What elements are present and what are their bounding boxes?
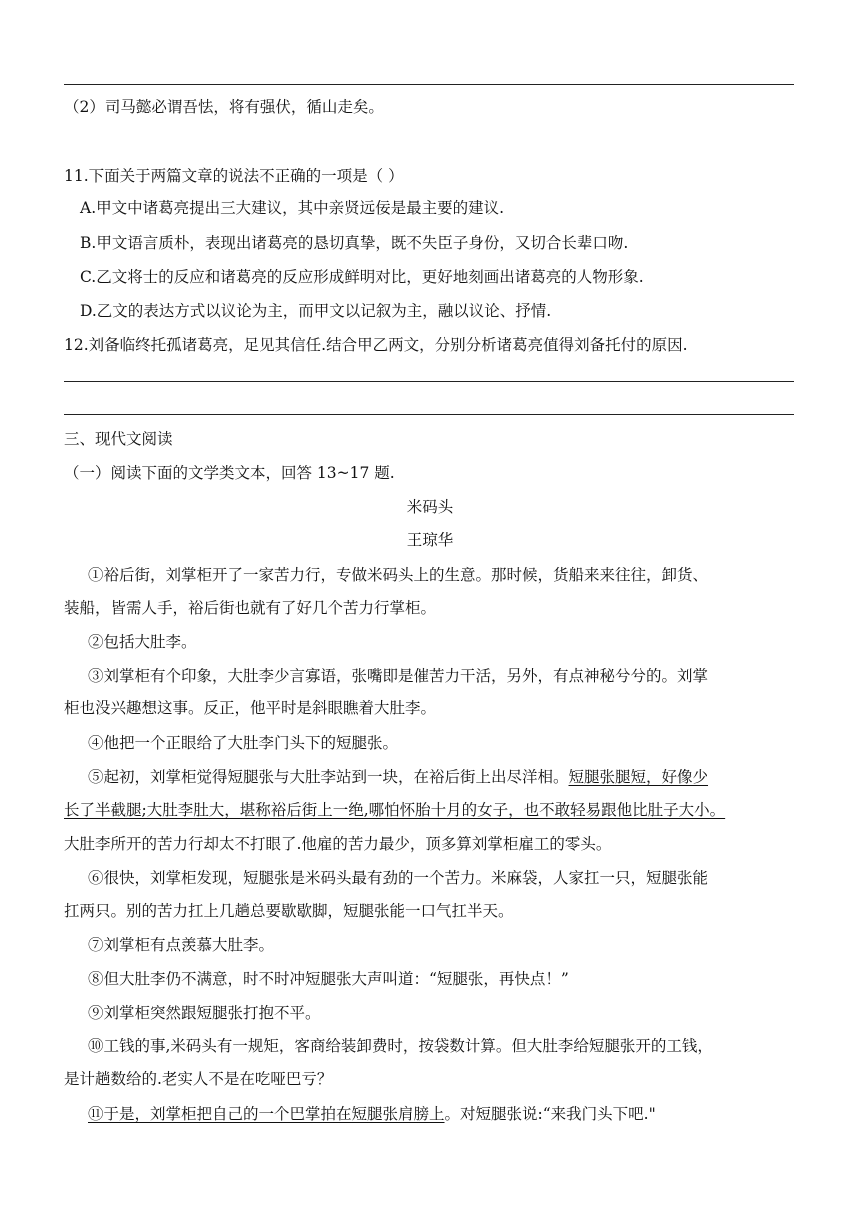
paragraph-7: ⑦刘掌柜有点羡慕大肚李。 [88, 936, 275, 954]
paragraph-9: ⑨刘掌柜突然跟短腿张打抱不平。 [88, 1004, 321, 1022]
answer-rule-2 [64, 414, 794, 415]
answer-rule-1 [64, 381, 794, 382]
question-12: 12.刘备临终托孤诸葛亮，足见其信任.结合甲乙两文，分别分析诸葛亮值得刘备托付的原因. [64, 336, 688, 354]
question-11-option-a: A.甲文中诸葛亮提出三大建议，其中亲贤远佞是最主要的建议. [80, 199, 505, 217]
paragraph-11 [88, 1104, 656, 1124]
question-10-2: （2）司马懿必谓吾怯，将有强伏，循山走矣。 [64, 98, 384, 116]
subsection-heading: （一）阅读下面的文学类文本，回答 13~17 题. [64, 464, 395, 482]
paragraph-3-line-1: ③刘掌柜有个印象，大肚李少言寡语，张嘴即是催苦力干活，另外，有点神秘兮兮的。刘掌 [88, 667, 709, 685]
paragraph-5-underlined-line: 长了半截腿;大肚李肚大，堪称裕后街上一绝,哪怕怀胎十月的女子，也不敢轻易跟他比肚子大小。 [64, 801, 726, 819]
paragraph-11-plain: 。对短腿张说:“来我门头下吧." [444, 1105, 656, 1123]
paragraph-10-line-1: ⑩工钱的事,米码头有一规矩，客商给装卸费时，按袋数计算。但大肚李给短腿张开的工钱， [88, 1037, 713, 1055]
paragraph-1-line-2: 装船，皆需人手，裕后街也就有了好几个苦力行掌柜。 [64, 599, 437, 617]
paragraph-5-plain: ⑤起初，刘掌柜觉得短腿张与大肚李站到一块，在裕后街上出尽洋相。 [88, 768, 569, 786]
paragraph-10-line-2: 是计趟数给的.老实人不是在吃哑巴亏？ [64, 1070, 333, 1088]
paragraph-5-line-3: 大肚李所开的苦力行却太不打眼了.他雇的苦力最少，顶多算刘掌柜雇工的零头。 [64, 835, 612, 853]
section-heading: 三、现代文阅读 [64, 430, 173, 448]
paragraph-6-line-2: 扛两只。别的苦力扛上几趟总要歇歇脚，短腿张能一口气扛半天。 [64, 902, 514, 920]
answer-rule-top [64, 84, 794, 85]
question-11-option-b: B.甲文语言质朴，表现出诸葛亮的恳切真挚，既不失臣子身份，又切合长辈口吻. [80, 234, 629, 252]
question-11-option-c: C.乙文将士的反应和诸葛亮的反应形成鲜明对比，更好地刻画出诸葛亮的人物形象. [80, 268, 644, 286]
question-11-stem: 11.下面关于两篇文章的说法不正确的一项是（ ） [64, 167, 404, 185]
paragraph-8: ⑧但大肚李仍不满意，时不时冲短腿张大声叫道：“短腿张，再快点！” [88, 970, 569, 988]
paragraph-6-line-1: ⑥很快，刘掌柜发现，短腿张是米码头最有劲的一个苦力。米麻袋，人家扛一只，短腿张能 [88, 869, 709, 887]
paragraph-5-underlined-start: 短腿张腿短，好像少 [568, 768, 709, 786]
paragraph-1-line-1: ①裕后街，刘掌柜开了一家苦力行，专做米码头上的生意。那时候，货船来来往往，卸货、 [88, 566, 709, 584]
paragraph-3-line-2: 柜也没兴趣想这事。反正，他平时是斜眼瞧着大肚李。 [64, 699, 437, 717]
paragraph-2: ②包括大肚李。 [88, 633, 197, 651]
question-11-option-d: D.乙文的表达方式以议论为主，而甲文以记叙为主，融以议论、抒情. [80, 302, 552, 320]
paragraph-4: ④他把一个正眼给了大肚李门头下的短腿张。 [88, 734, 399, 752]
article-title: 米码头 [406, 498, 454, 516]
article-author: 王琼华 [406, 531, 454, 549]
paragraph-11-underlined: ⑪于是，刘掌柜把自己的一个巴掌拍在短腿张肩膀上 [88, 1105, 445, 1123]
paragraph-5-line-1 [88, 767, 708, 787]
